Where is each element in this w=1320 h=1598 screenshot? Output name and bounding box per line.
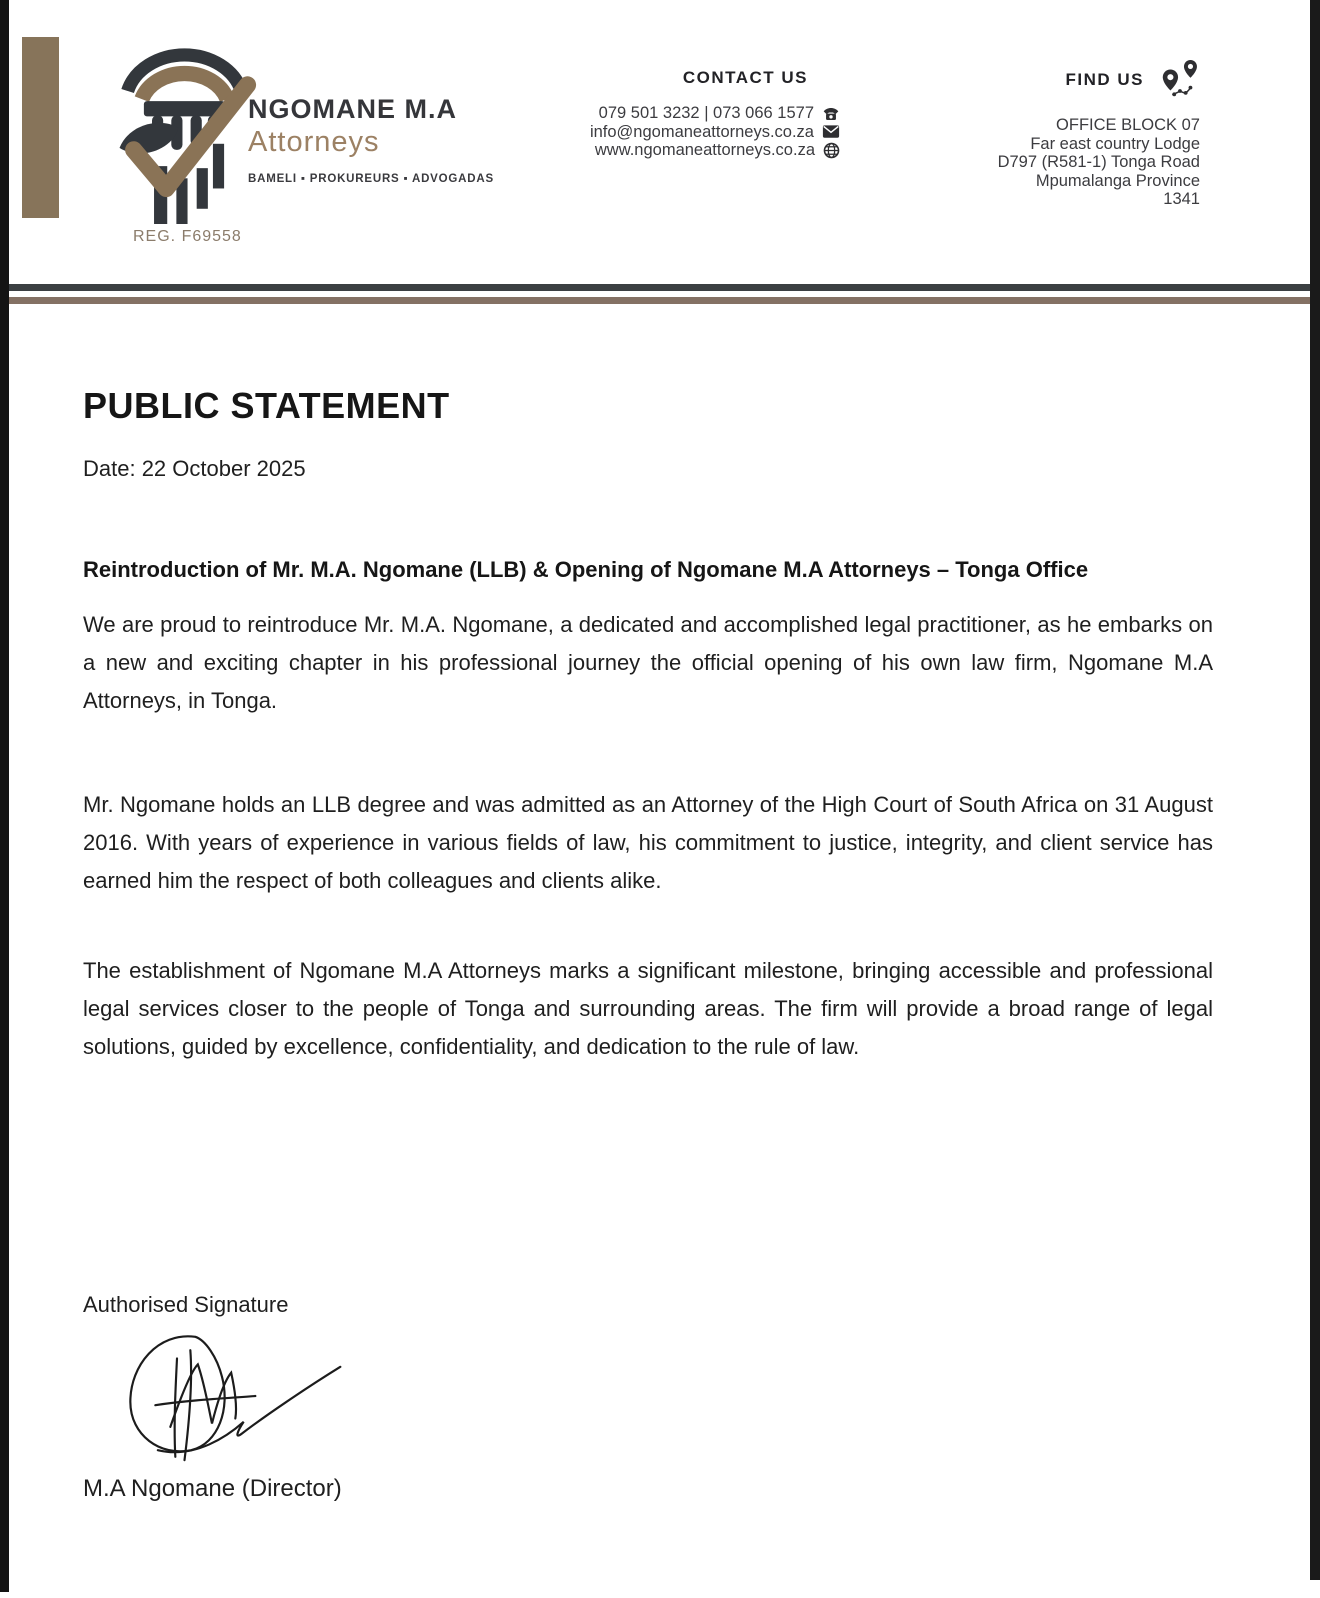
paragraph-3: The establishment of Ngomane M.A Attorneys marks a significant milestone, bringing accessible and professional legal services closer to the people of Tonga and surrounding areas. The firm will provide a broad range of legal solutions, guided by excellence, confidentiality, and dedication to the rule of law. bbox=[83, 958, 1213, 1059]
address-line: 1341 bbox=[1163, 190, 1200, 208]
phone-numbers: 079 501 3232 | 073 066 1577 bbox=[598, 104, 814, 122]
map-pins-icon bbox=[1158, 58, 1200, 102]
firm-subtitle: Attorneys bbox=[248, 126, 380, 158]
scan-edge-right bbox=[1310, 0, 1320, 1580]
contact-website-line bbox=[590, 141, 840, 160]
scan-edge-left bbox=[0, 0, 9, 1592]
contact-email-line bbox=[590, 123, 840, 142]
address-line: D797 (R581-1) Tonga Road bbox=[997, 153, 1200, 171]
website-url: www.ngomaneattorneys.co.za bbox=[594, 141, 815, 159]
email-icon bbox=[822, 124, 840, 139]
letterhead-accent-bar bbox=[22, 37, 59, 218]
email-address: info@ngomaneattorneys.co.za bbox=[589, 122, 814, 141]
divider-brown-rule bbox=[9, 297, 1310, 304]
firm-brand-block bbox=[248, 94, 494, 185]
paragraph-2: Mr. Ngomane holds an LLB degree and was admitted as an Attorney of the High Court of South Africa on 31 August 2016. With years of experience in various fields of law, his commitment to justice, integrity, and client service has earned him the respect of both colleagues and clients alike. bbox=[83, 792, 1213, 893]
date-line: Date: 22 October 2025 bbox=[83, 456, 306, 481]
paragraph-1: We are proud to reintroduce Mr. M.A. Ngomane, a dedicated and accomplished legal practitioner, as he embarks on a new and exciting chapter in his professional journey the official opening of his own law firm, Ngomane M.A Attorneys, in Tonga. bbox=[83, 612, 1213, 713]
phone-icon bbox=[822, 105, 840, 121]
address-line: Mpumalanga Province bbox=[1035, 171, 1200, 190]
firm-tagline: BAMELI ▪ PROKUREURS ▪ ADVOGADAS bbox=[248, 173, 494, 185]
find-us-title-row bbox=[998, 58, 1200, 102]
address-line: OFFICE BLOCK 07 bbox=[1056, 116, 1200, 134]
signatory-name: M.A Ngomane (Director) bbox=[83, 1475, 342, 1502]
contact-us-block bbox=[590, 68, 840, 160]
find-us-title: FIND US bbox=[1065, 70, 1144, 89]
contact-us-title: CONTACT US bbox=[682, 68, 808, 87]
find-us-block bbox=[998, 58, 1200, 209]
address-line: Far east country Lodge bbox=[1030, 134, 1200, 153]
contact-phone-line bbox=[590, 104, 840, 123]
divider-dark-rule bbox=[9, 284, 1310, 291]
handwritten-signature bbox=[112, 1322, 362, 1470]
registration-number: REG. F69558 bbox=[133, 228, 242, 245]
firm-name: NGOMANE M.A bbox=[248, 94, 457, 124]
signature-label: Authorised Signature bbox=[83, 1292, 289, 1317]
page-title: PUBLIC STATEMENT bbox=[83, 385, 450, 426]
globe-icon bbox=[823, 142, 840, 159]
subject-line: Reintroduction of Mr. M.A. Ngomane (LLB) & Opening of Ngomane M.A Attorneys – Tonga Office bbox=[83, 557, 1089, 582]
firm-logo-icon bbox=[112, 26, 257, 224]
